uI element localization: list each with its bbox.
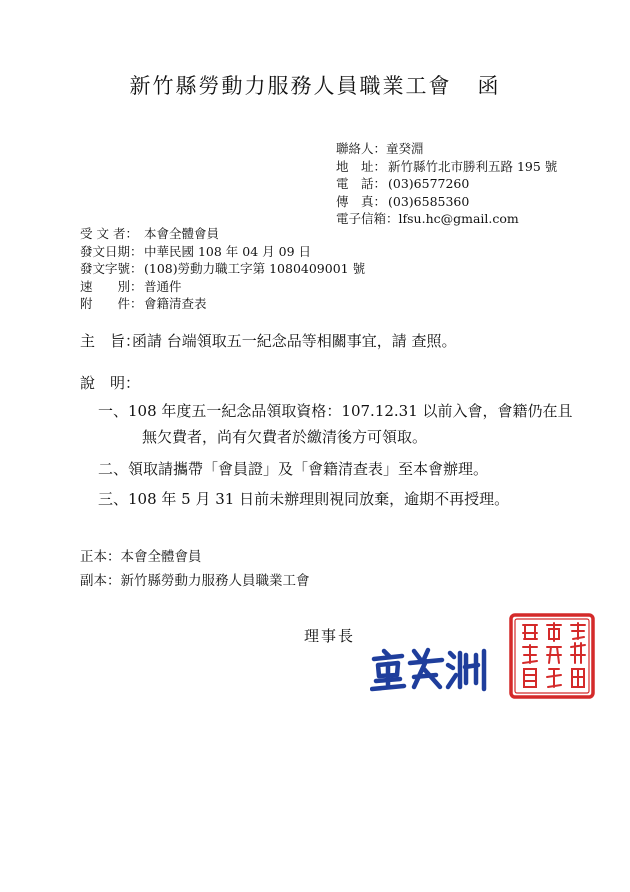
recipient-label: 受 文 者： <box>80 226 138 241</box>
contact-email[interactable]: lfsu.hc@gmail.com <box>398 211 519 226</box>
recipient-row <box>80 225 365 243</box>
signature-graphic <box>370 645 490 693</box>
explanation-heading: 說 明： <box>80 374 141 392</box>
contact-fax-row <box>336 193 557 211</box>
doc-type: 函 <box>477 74 501 98</box>
official-seal <box>509 613 595 703</box>
original-recipient-row <box>80 545 310 569</box>
subject-label: 主 旨： <box>80 332 141 350</box>
original-recipient: 本會全體會員 <box>120 549 202 565</box>
ref-label: 發文字號： <box>80 261 143 276</box>
subject <box>80 330 457 351</box>
item-number: 一、 <box>98 402 129 420</box>
attachment-row <box>80 295 365 313</box>
item-text: 領取請攜帶「會員證」及「會籍清查表」至本會辦理。 <box>128 460 489 478</box>
meta-block <box>80 225 365 313</box>
distribution-block <box>80 545 310 593</box>
reference-number: (108)勞動力職工字第 1080409001 號 <box>144 261 366 276</box>
date-row <box>80 243 365 261</box>
subject-text: 函請 台端領取五一紀念品等相關事宜，請 查照。 <box>132 332 457 350</box>
copy-label: 副本： <box>80 573 121 589</box>
contact-email-label: 電子信箱： <box>336 211 399 226</box>
contact-phone: (03)6577260 <box>388 176 470 191</box>
attachment-label: 附 件： <box>80 296 143 311</box>
copy-recipient-row <box>80 569 310 593</box>
contact-address-row <box>336 158 557 176</box>
item-text-line2: 無欠費者，尚有欠費者於繳清後方可領取。 <box>142 428 428 446</box>
contact-person-label: 聯絡人： <box>336 141 387 156</box>
issue-date: 中華民國 108 年 04 月 09 日 <box>144 243 312 259</box>
ref-row <box>80 260 365 278</box>
signature <box>370 645 490 697</box>
contact-person-row <box>336 140 557 158</box>
recipient: 本會全體會員 <box>144 226 220 241</box>
contact-person: 童癸淵 <box>386 141 424 156</box>
contact-address-label: 地 址： <box>336 158 387 174</box>
original-label: 正本： <box>80 549 121 565</box>
contact-fax: (03)6585360 <box>388 193 470 209</box>
explanation-item-1 <box>98 398 573 450</box>
speed-row <box>80 278 365 296</box>
chairman-title: 理事長 <box>304 627 356 645</box>
item-number: 二、 <box>98 460 129 478</box>
contact-fax-label: 傳 真： <box>336 193 387 209</box>
item-text-line1: 108 年度五一紀念品領取資格：107.12.31 以前入會，會籍仍在且 <box>128 402 573 420</box>
contact-phone-label: 電 話： <box>336 176 387 191</box>
explanation-item-3 <box>98 488 509 509</box>
org-name: 新竹縣勞動力服務人員職業工會 <box>129 74 452 98</box>
date-label: 發文日期： <box>80 243 143 259</box>
copy-recipient: 新竹縣勞動力服務人員職業工會 <box>120 573 310 589</box>
speed-label: 速 別： <box>80 278 143 294</box>
explanation-item-2 <box>98 458 488 479</box>
item-text: 108 年 5 月 31 日前未辦理則視同放棄，逾期不再授理。 <box>128 490 510 508</box>
contact-email-row <box>336 210 557 228</box>
document-title <box>0 70 630 100</box>
contact-block <box>336 140 557 228</box>
item-number: 三、 <box>98 490 129 508</box>
speed: 普通件 <box>144 278 182 294</box>
contact-phone-row <box>336 175 557 193</box>
seal-graphic <box>509 613 595 699</box>
contact-address: 新竹縣竹北市勝利五路 195 號 <box>388 158 558 174</box>
attachment: 會籍清查表 <box>144 296 207 311</box>
